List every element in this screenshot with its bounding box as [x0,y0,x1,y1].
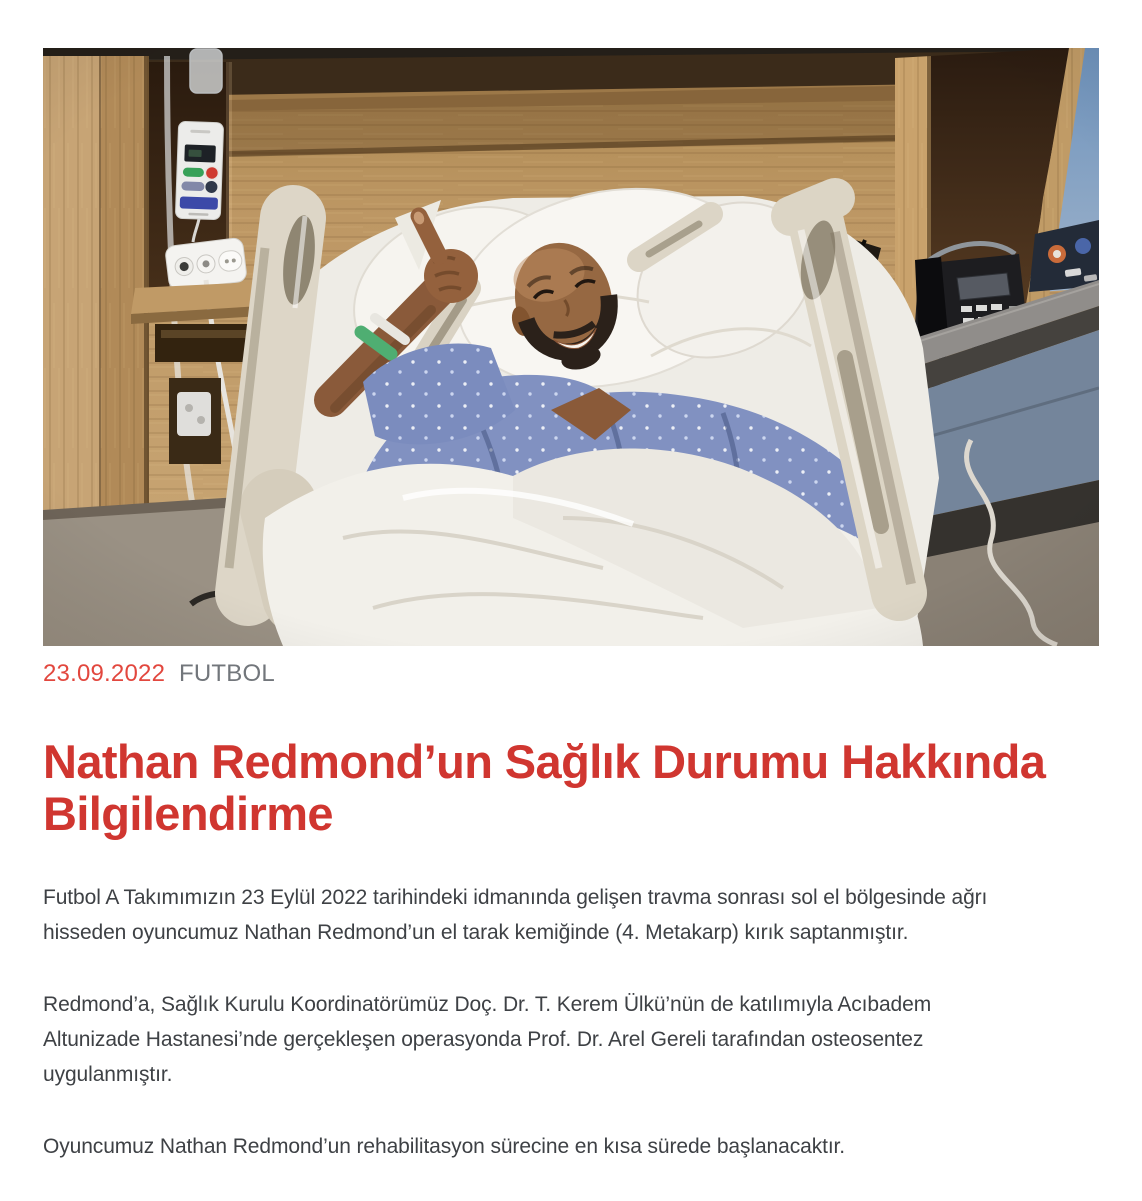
hospital-photo-illustration [43,48,1099,646]
article-meta [43,661,1099,687]
article-paragraph-2: Redmond’a, Sağlık Kurulu Koordinatörümüz Doç. Dr. T. Kerem Ülkü’nün de katılımıyla Acıbadem Altunizade Hastanesi’nde gerçekleşen operasyonda Prof. Dr. Arel Gereli tarafından osteosentez uygulanmıştır. [43,993,932,1086]
article-paragraph-3: Oyuncumuz Nathan Redmond’un rehabilitasyon sürecine en kısa sürede başlanacaktır. [43,1135,846,1158]
article-title: Nathan Redmond’un Sağlık Durumu Hakkında Bilgilendirme [43,735,1046,840]
article-date: 23.09.2022 [43,660,166,687]
article-photo [43,48,1099,646]
article-body [43,880,1099,1164]
article-page [43,0,1099,1164]
article-paragraph-1: Futbol A Takımımızın 23 Eylül 2022 tarihindeki idmanında gelişen travma sonrası sol el bölgesinde ağrı hisseden oyuncumuz Nathan Redmond’un el tarak kemiğinde (4. Metakarp) kırık saptanmıştır. [43,886,988,944]
article-category: FUTBOL [179,660,275,687]
